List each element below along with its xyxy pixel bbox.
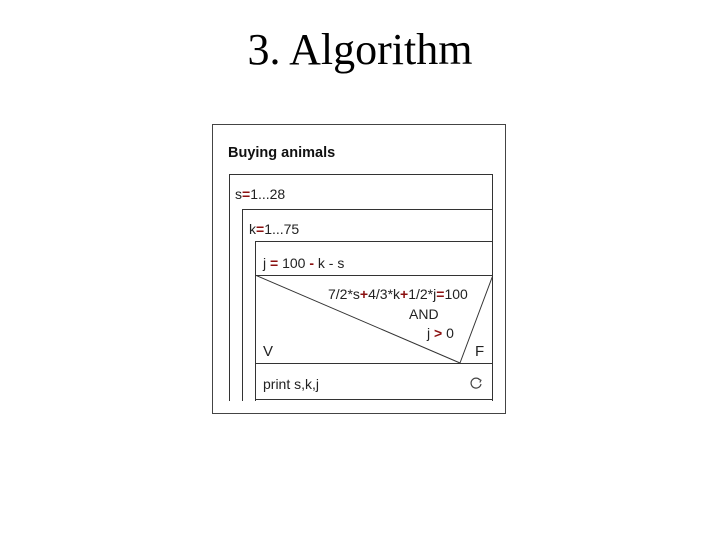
cond-j: j bbox=[427, 325, 431, 341]
assign-statement bbox=[263, 255, 344, 271]
assign-c: s bbox=[337, 255, 345, 271]
loop-k-op: = bbox=[256, 221, 265, 237]
cond-eq: = bbox=[436, 286, 445, 302]
cond-term-4: 100 bbox=[444, 286, 468, 302]
cond-term-1: 7/2*s bbox=[328, 286, 360, 302]
cond-gt: > bbox=[434, 325, 443, 341]
assign-op: = bbox=[270, 255, 279, 271]
cond-term-2: 4/3*k bbox=[368, 286, 401, 302]
print-statement: print s,k,j bbox=[263, 376, 320, 392]
cond-term-3: 1/2*j bbox=[408, 286, 437, 302]
assign-b: k bbox=[317, 255, 325, 271]
cond-plus-1: + bbox=[359, 286, 369, 302]
loop-k-range: 1...75 bbox=[264, 221, 300, 237]
slide-title: 3. Algorithm bbox=[247, 25, 473, 74]
condition-line-2: AND bbox=[409, 306, 439, 322]
print-block bbox=[255, 363, 493, 400]
loop-s-op: = bbox=[242, 186, 251, 202]
assign-lhs: j bbox=[263, 255, 267, 271]
assign-a: 100 bbox=[282, 255, 306, 271]
condition-line-1 bbox=[328, 286, 468, 302]
assign-minus-2: - bbox=[328, 255, 334, 271]
loop-s-header bbox=[235, 186, 285, 202]
cond-plus-2: + bbox=[400, 286, 409, 302]
condition-true-label: V bbox=[263, 343, 274, 360]
cond-zero: 0 bbox=[446, 325, 454, 341]
diagram-title: Buying animals bbox=[228, 145, 336, 161]
loop-s-range: 1...28 bbox=[250, 186, 286, 202]
loop-s-var: s bbox=[235, 186, 242, 202]
loop-k-var: k bbox=[249, 221, 256, 237]
loop-icon bbox=[469, 376, 483, 390]
condition-false-label: F bbox=[475, 343, 485, 360]
condition-line-3 bbox=[427, 325, 454, 341]
nassi-shneiderman-diagram bbox=[212, 124, 506, 414]
assign-minus-1: - bbox=[309, 255, 315, 271]
loop-k-header bbox=[249, 221, 299, 237]
assign-top-line bbox=[255, 241, 493, 242]
